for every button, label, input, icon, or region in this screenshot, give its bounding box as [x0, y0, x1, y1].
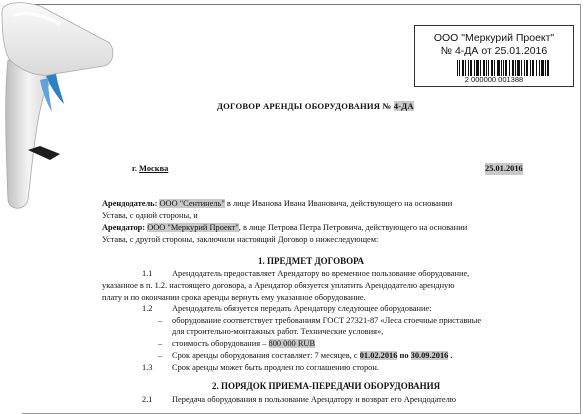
barcode-icon — [457, 60, 549, 76]
clause-1-3-line-1: Срок аренды может быть продлен по соглашению сторон. — [172, 363, 379, 372]
rental-start-date: 01.02.2016 — [359, 351, 398, 360]
clause-1-1-line-3: плату и по окончании срока аренды вернуть ему указанное оборудование. — [102, 293, 366, 302]
bullet-1-line-2: для строительно-монтажных работ. Технические условия», — [172, 327, 384, 336]
document-title: ДОГОВОР АРЕНДЫ ОБОРУДОВАНИЯ № 4-ДА — [217, 101, 414, 111]
document-date: 25.01.2016 — [485, 164, 523, 173]
place-line: г. Москва — [132, 164, 169, 173]
document-stamp — [414, 25, 574, 87]
landlord-line-2: Устава, с одной стороны, и — [102, 211, 198, 220]
section-2-heading: 2. ПОРЯДОК ПРИЕМА-ПЕРЕДАЧИ ОБОРУДОВАНИЯ — [212, 381, 441, 391]
rental-end-date: 30.09.2016 — [410, 351, 449, 360]
stamp-number: № 4-ДА от 25.01.2016 — [440, 45, 548, 57]
clause-1-2-number: 1.2 — [142, 304, 153, 313]
clause-2-1-line-1: Передача оборудования в пользование Арендатору и возврат его Арендодателю — [172, 395, 457, 404]
bullet-dash: – — [158, 351, 163, 360]
clause-1-1-line-1: Арендодатель предоставляет Арендатору во временное пользование оборудование, — [172, 269, 470, 278]
barcode-number: 2 000000 001388 — [464, 75, 524, 84]
bullet-2: стоимость оборудования – 800 000 RUB — [172, 339, 316, 348]
city: Москва — [139, 164, 169, 173]
landlord-line: Арендодатель: ООО "Сентинель" в лице Иванова Ивана Ивановича, действующего на основании — [102, 199, 453, 208]
contract-number: 4-ДА — [393, 101, 414, 111]
stamp-company: ООО "Меркурий Проект" — [433, 32, 555, 44]
landlord-name: ООО "Сентинель" — [159, 199, 225, 208]
tenant-line: Арендатор: ООО "Меркурий Проект", в лице Петрова Петра Петровича, действующего на основании — [102, 223, 468, 232]
tenant-name: ООО "Меркурий Проект" — [147, 223, 239, 232]
clause-1-1-line-2: указанное в п. 1.2. настоящего договора, а Арендатор обязуется уплатить Арендодателю арендную — [102, 281, 455, 290]
section-1-heading: 1. ПРЕДМЕТ ДОГОВОРА — [258, 256, 364, 266]
equipment-cost: 800 000 RUB — [268, 339, 316, 348]
barcode-scanner-icon — [0, 0, 120, 215]
clause-1-2-line-1: Арендодатель обязуется передать Арендатору следующее оборудование: — [172, 304, 432, 313]
bullet-1-line-1: оборудование соответствует требованиям ГОСТ 27321-87 «Леса стоечные приставные — [172, 316, 482, 325]
bullet-dash: – — [158, 316, 163, 325]
clause-1-1-number: 1.1 — [142, 269, 153, 278]
tenant-line-2: Устава, с другой стороны, заключили настоящий Договор о нижеследующем: — [102, 235, 379, 244]
bullet-3: Срок аренды оборудования составляет: 7 месяцев, с 01.02.2016 по 30.09.2016 . — [172, 351, 453, 360]
clause-2-1-number: 2.1 — [142, 395, 153, 404]
bullet-dash: – — [158, 339, 163, 348]
clause-1-3-number: 1.3 — [142, 363, 153, 372]
